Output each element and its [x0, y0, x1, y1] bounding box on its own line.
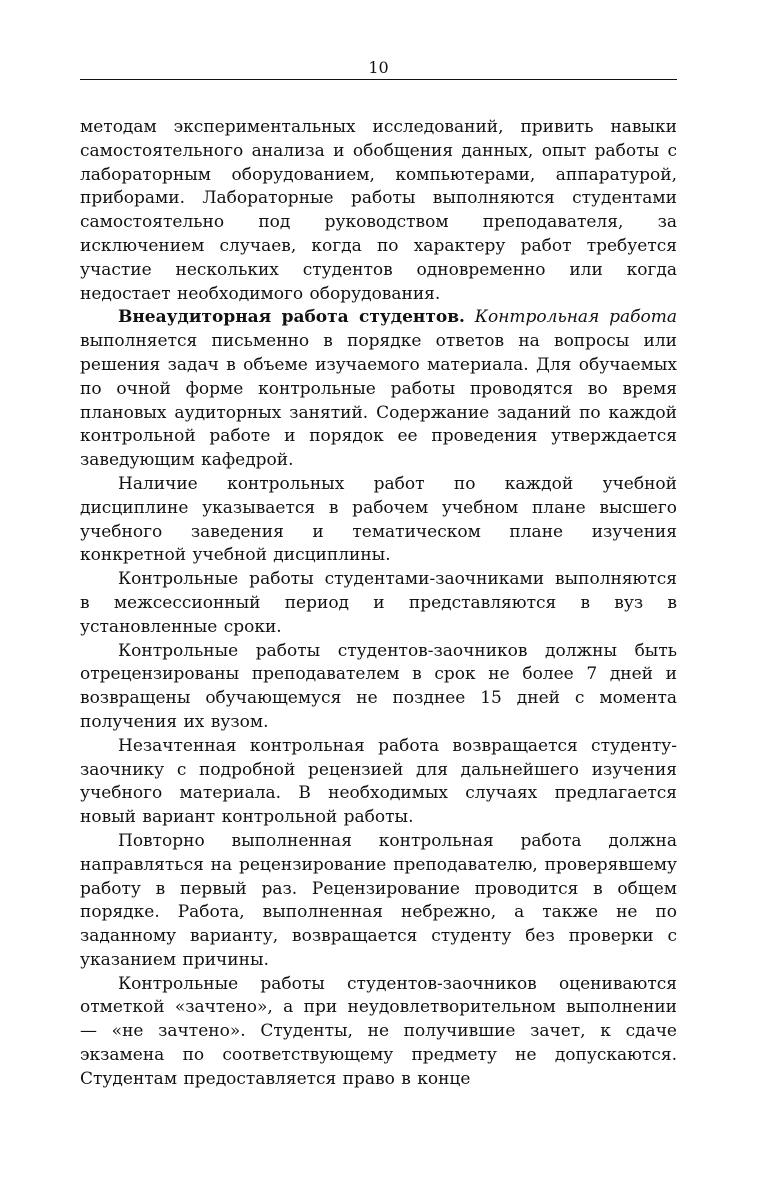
page-body — [80, 116, 677, 1092]
paragraph-8: Контрольные работы студентов-заочников оцениваются отметкой «зачтено», а при неудовлетворительном выполнении — «не зачтено». Студенты, не получившие зачет, к сдаче экзамена по соответствующему предмету не допускаются. Студентам предоставляется право в конце — [80, 973, 677, 1089]
paragraph-5: Контрольные работы студентов-заочников должны быть отрецензированы преподавателем в срок не более 7 дней и возвращены обучающемуся не позднее 15 дней с момента получения их вузом. — [80, 640, 677, 732]
paragraph-3: Наличие контрольных работ по каждой учебной дисциплине указывается в рабочем учебном плане высшего учебного заведения и тематическом плане изучения конкретной учебной дисциплины. — [80, 473, 677, 566]
paragraph-2 — [80, 306, 677, 473]
header-rule — [80, 79, 677, 80]
paragraph-2-text: выполняется письменно в порядке ответов на вопросы или решения задач в объеме изучаемого материала. Для обучаемых по очной форме контрольные работы проводятся во время плановых аудиторных занятий. Содержание заданий по каждой контрольной работе и порядок ее проведения утверждается заведующим кафедрой. — [80, 331, 677, 471]
paragraph-6: Незачтенная контрольная работа возвращается студенту-заочнику с подробной рецензией для дальнейшего изучения учебного материала. В необходимых случаях предлагается новый вариант контрольной работы. — [80, 735, 677, 828]
section-heading: Внеаудиторная работа студентов. — [118, 307, 465, 328]
paragraph-1: методам экспериментальных исследований, привить навыки самостоятельного анализа и обобщения данных, опыт работы с лабораторным оборудованием, компьютерами, аппаратурой, приборами. Лабораторные работы выполняются студентами самостоятельно под руководством преподавателя, за исключением случаев, когда по характеру работ требуется участие нескольких студентов одновременно или когда недостает необходимого оборудования. — [80, 117, 677, 304]
paragraph-7: Повторно выполненная контрольная работа должна направляться на рецензирование преподавателю, проверявшему работу в первый раз. Рецензирование проводится в общем порядке. Работа, выполненная небрежно, а также не по заданному варианту, возвращается студенту без проверки с указанием причины. — [80, 830, 677, 970]
paragraph-4: Контрольные работы студентами-заочниками выполняются в межсессионный период и представляются в вуз в установленные сроки. — [80, 569, 677, 637]
page-number: 10 — [368, 58, 389, 77]
term-control-work: Контрольная работа — [474, 307, 677, 328]
